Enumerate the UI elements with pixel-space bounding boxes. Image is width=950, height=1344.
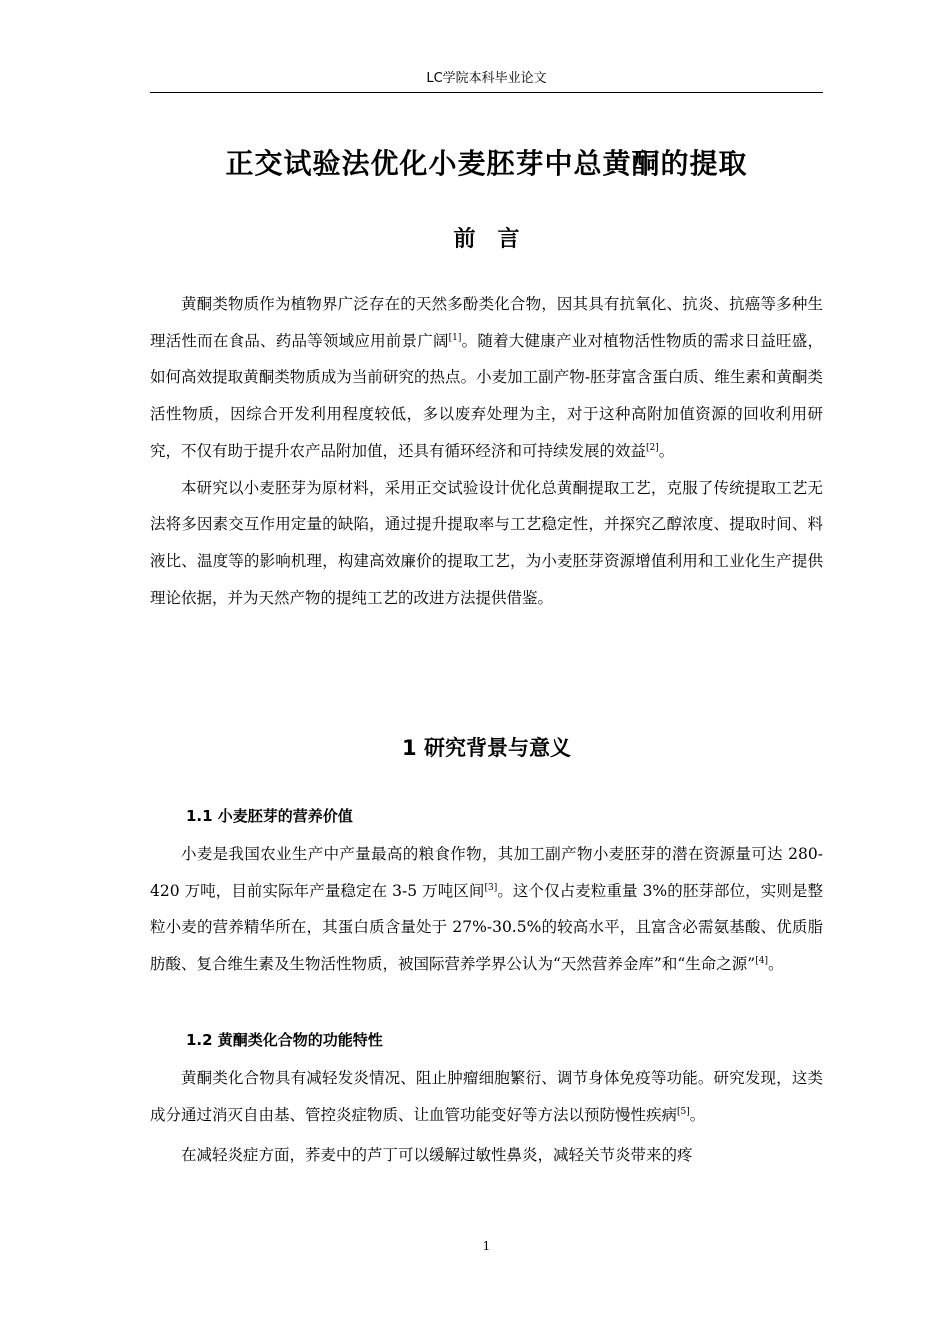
citation-ref: [1] bbox=[448, 332, 462, 343]
preface-paragraph bbox=[150, 470, 823, 617]
paragraph-text: 在减轻炎症方面，荞麦中的芦丁可以缓解过敏性鼻炎，减轻关节炎带来的疼 bbox=[181, 1146, 693, 1165]
paragraph-text: 。这个仅占麦粒重量 3%的胚芽部位，实则是整粒小麦的营养精华所在，其蛋白质含量处于 27%-30.5%的较高水平，且富含必需氨基酸、优质脂肪酸、复合维生素及生物活性物质，被国际营养学界公认为“天然营养金库”和“生命之源” bbox=[150, 881, 823, 974]
citation-ref: [4] bbox=[755, 956, 768, 967]
paragraph-text: 黄酮类物质作为植物界广泛存在的天然多酚类化合物，因其具有抗氧化、抗炎、抗癌等多种生理活性而在食品、药品等领域应用前景广阔 bbox=[150, 295, 823, 350]
citation-ref: [3] bbox=[484, 882, 498, 893]
body-paragraph bbox=[150, 836, 823, 983]
preface-heading: 前言 bbox=[453, 227, 542, 252]
subsection-body bbox=[150, 1060, 823, 1174]
paragraph-text: 本研究以小麦胚芽为原材料，采用正交试验设计优化总黄酮提取工艺，克服了传统提取工艺无法将多因素交互作用定量的缺陷，通过提升提取率与工艺稳定性，并探究乙醇浓度、提取时间、料液比、温度等的影响机理，构建高效廉价的提取工艺，为小麦胚芽资源增值利用和工业化生产提供理论依据，并为天然产物的提纯工艺的改进方法提供借鉴。 bbox=[150, 478, 823, 607]
citation-ref: [2] bbox=[646, 442, 659, 453]
preface-body bbox=[150, 286, 823, 616]
paragraph-text: 。随着大健康产业对植物活性物质的需求日益旺盛，如何高效提取黄酮类物质成为当前研究的热点。小麦加工副产物-胚芽富含蛋白质、维生素和黄酮类活性物质，因综合开发利用程度较低，多以废弃处理为主，对于这种高附加值资源的回收利用研究，不仅有助于提升农产品附加值，还具有循环经济和可持续发展的效益 bbox=[150, 331, 823, 460]
preface-paragraph bbox=[150, 286, 823, 470]
running-header: LC学院本科毕业论文 bbox=[426, 71, 547, 86]
page-number: 1 bbox=[482, 1239, 491, 1253]
section-heading: 1 研究背景与意义 bbox=[402, 736, 571, 760]
paragraph-text: 。 bbox=[689, 1105, 706, 1124]
citation-ref: [5] bbox=[677, 1106, 690, 1117]
document-title: 正交试验法优化小麦胚芽中总黄酮的提取 bbox=[225, 147, 748, 180]
subsection-heading: 1.2 黄酮类化合物的功能特性 bbox=[186, 1031, 383, 1049]
paragraph-text: 小麦是我国农业生产中产量最高的粮食作物，其加工副产物小麦胚芽的潜在资源量可达 280-420 万吨，目前实际年产量稳定在 3-5 万吨区间 bbox=[150, 845, 823, 900]
paragraph-text: 黄酮类化合物具有减轻发炎情况、阻止肿瘤细胞繁衍、调节身体免疫等功能。研究发现，这类成分通过消灭自由基、管控炎症物质、让血管功能变好等方法以预防慢性疾病 bbox=[150, 1069, 823, 1124]
subsection-body bbox=[150, 836, 823, 983]
body-paragraph bbox=[150, 1060, 823, 1133]
header-divider bbox=[150, 92, 823, 93]
subsection-heading: 1.1 小麦胚芽的营养价值 bbox=[186, 807, 353, 825]
body-paragraph bbox=[150, 1137, 823, 1174]
paragraph-text: 。 bbox=[767, 955, 784, 974]
paragraph-text: 。 bbox=[658, 441, 675, 460]
